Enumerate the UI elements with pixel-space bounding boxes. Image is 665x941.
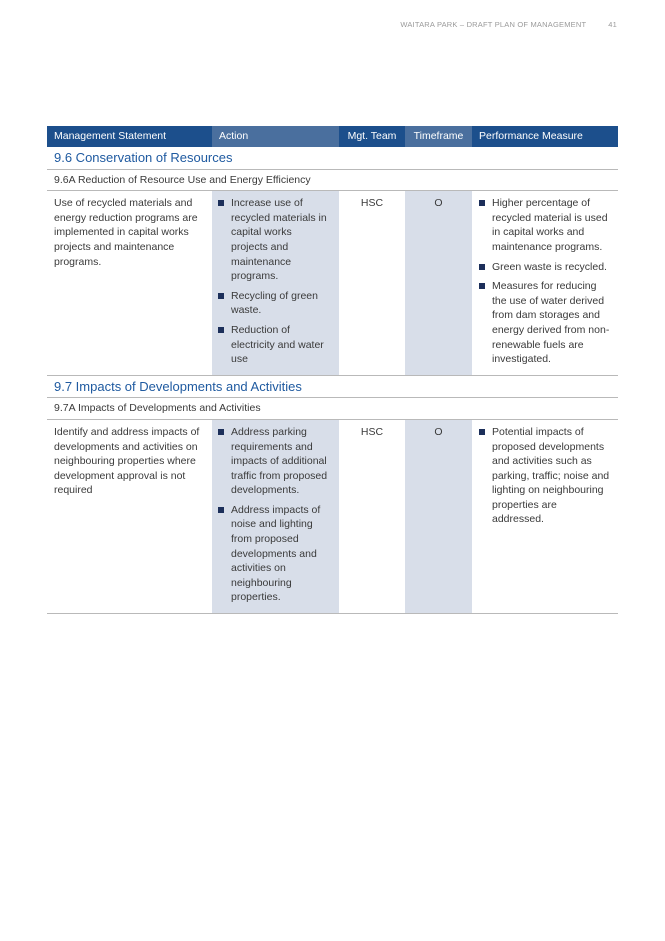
action-item: Recycling of green waste.: [218, 289, 331, 318]
management-statement-cell: Use of recycled materials and energy reduction programs are implemented in capital works projects and maintenance programs.: [47, 191, 212, 376]
action-list: [218, 196, 331, 367]
management-table: [47, 126, 618, 614]
table-row: [47, 419, 618, 613]
header-performance-measure: Performance Measure: [472, 126, 618, 147]
action-cell: [212, 191, 339, 376]
action-item: Reduction of electricity and water use: [218, 323, 331, 367]
measure-item: Measures for reducing the use of water derived from dam storages and energy derived from non-renewable fuels are investigated.: [479, 279, 611, 367]
timeframe-cell: O: [405, 191, 472, 376]
section-heading: 9.7 Impacts of Developments and Activities: [47, 375, 618, 398]
measure-item: Potential impacts of proposed developments and activities such as parking, traffic; noise and lighting on neighbouring properties are addressed.: [479, 425, 611, 527]
measure-list: [479, 425, 611, 527]
action-list: [218, 425, 331, 605]
header-timeframe: Timeframe: [405, 126, 472, 147]
action-item: Address impacts of noise and lighting from proposed developments and activities on neighbouring properties.: [218, 503, 331, 605]
header-mgt-team: Mgt. Team: [339, 126, 405, 147]
header-action: Action: [212, 126, 339, 147]
mgt-team-cell: HSC: [339, 419, 405, 613]
action-item: Increase use of recycled materials in capital works projects and maintenance programs.: [218, 196, 331, 284]
subsection-heading: 9.6A Reduction of Resource Use and Energy Efficiency: [47, 169, 618, 191]
performance-measure-cell: [472, 419, 618, 613]
table-row: [47, 191, 618, 376]
subsection-heading-row: [47, 398, 618, 420]
document-title: WAITARA PARK – DRAFT PLAN OF MANAGEMENT: [400, 20, 587, 29]
timeframe-cell: O: [405, 419, 472, 613]
measure-list: [479, 196, 611, 367]
section-heading: 9.6 Conservation of Resources: [47, 147, 618, 169]
measure-item: Higher percentage of recycled material is used in capital works and maintenance programs.: [479, 196, 611, 254]
page-number: 41: [608, 20, 617, 29]
performance-measure-cell: [472, 191, 618, 376]
mgt-team-cell: HSC: [339, 191, 405, 376]
table-header-row: [47, 126, 618, 147]
subsection-heading: 9.7A Impacts of Developments and Activities: [47, 398, 618, 420]
action-item: Address parking requirements and impacts of additional traffic from proposed developments.: [218, 425, 331, 498]
section-heading-row: [47, 147, 618, 169]
management-statement-cell: Identify and address impacts of developments and activities on neighbouring properties where development approval is not required: [47, 419, 212, 613]
subsection-heading-row: [47, 169, 618, 191]
action-cell: [212, 419, 339, 613]
running-header: [400, 20, 617, 29]
header-management-statement: Management Statement: [47, 126, 212, 147]
measure-item: Green waste is recycled.: [479, 260, 611, 275]
section-heading-row: [47, 375, 618, 398]
